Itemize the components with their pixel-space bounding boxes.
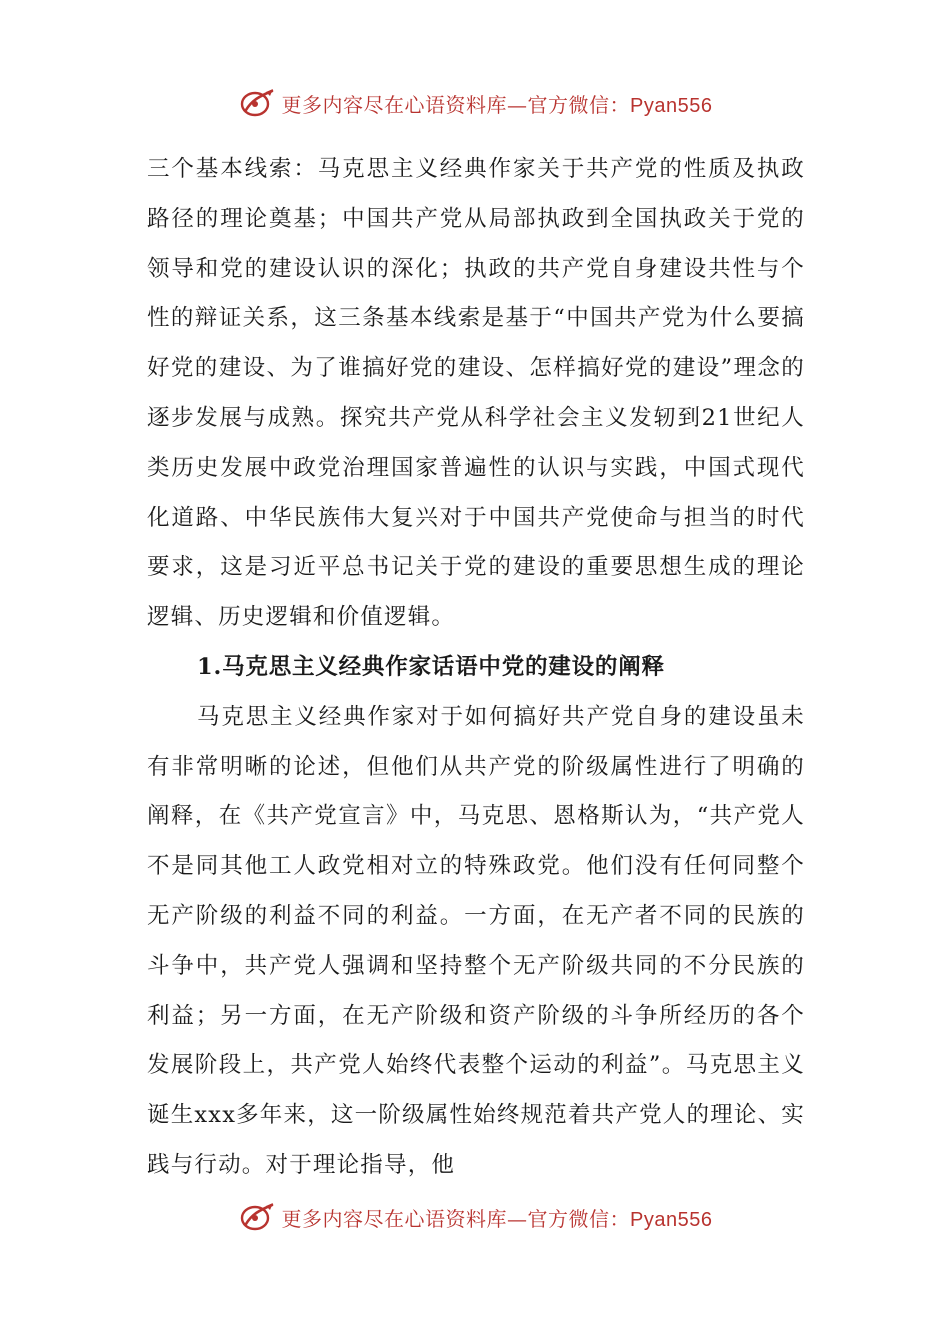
watermark-banner-bottom <box>0 1203 950 1239</box>
paragraph-1: 三个基本线索：马克思主义经典作家关于共产党的性质及执政路径的理论奠基；中国共产党从局部执政到全国执政关于党的领导和党的建设认识的深化；执政的共产党自身建设共性与个性的辩证关系，这三条基本线索是基于“中国共产党为什么要搞好党的建设、为了谁搞好党的建设、怎样搞好党的建设”理念的逐步发展与成熟。探究共产党从科学社会主义发轫到21世纪人类历史发展中政党治理国家普遍性的认识与实践，中国式现代化道路、中华民族伟大复兴对于中国共产党使命与担当的时代要求，这是习近平总书记关于党的建设的重要思想生成的理论逻辑、历史逻辑和价值逻辑。 <box>147 156 805 631</box>
watermark-text <box>282 1203 713 1232</box>
watermark-banner-top <box>0 83 950 123</box>
watermark-label: 更多内容尽在心语资料库—官方微信： <box>281 1206 631 1231</box>
document-body <box>147 145 805 1191</box>
pen-swirl-logo-icon <box>238 86 276 120</box>
paragraph-2: 马克思主义经典作家对于如何搞好共产党自身的建设虽未有非常明晰的论述，但他们从共产党的阶级属性进行了明确的阐释，在《共产党宣言》中，马克思、恩格斯认为，“共产党人不是同其他工人政党相对立的特殊政党。他们没有任何同整个无产阶级的利益不同的利益。一方面，在无产者不同的民族的斗争中，共产党人强调和坚持整个无产阶级共同的不分民族的利益；另一方面，在无产阶级和资产阶级的斗争所经历的各个发展阶段上，共产党人始终代表整个运动的利益”。马克思主义诞生xxx多年来，这一阶级属性始终规范着共产党人的理论、实践与行动。对于理论指导，他 <box>147 703 805 1178</box>
watermark-label: 更多内容尽在心语资料库—官方微信： <box>281 92 631 117</box>
section-heading: 1.马克思主义经典作家话语中党的建设的阐释 <box>197 653 665 680</box>
watermark-text <box>282 89 713 118</box>
watermark-handle: Pyan556 <box>630 1208 713 1231</box>
watermark-handle: Pyan556 <box>630 94 713 117</box>
pen-swirl-logo-icon <box>238 1203 276 1234</box>
